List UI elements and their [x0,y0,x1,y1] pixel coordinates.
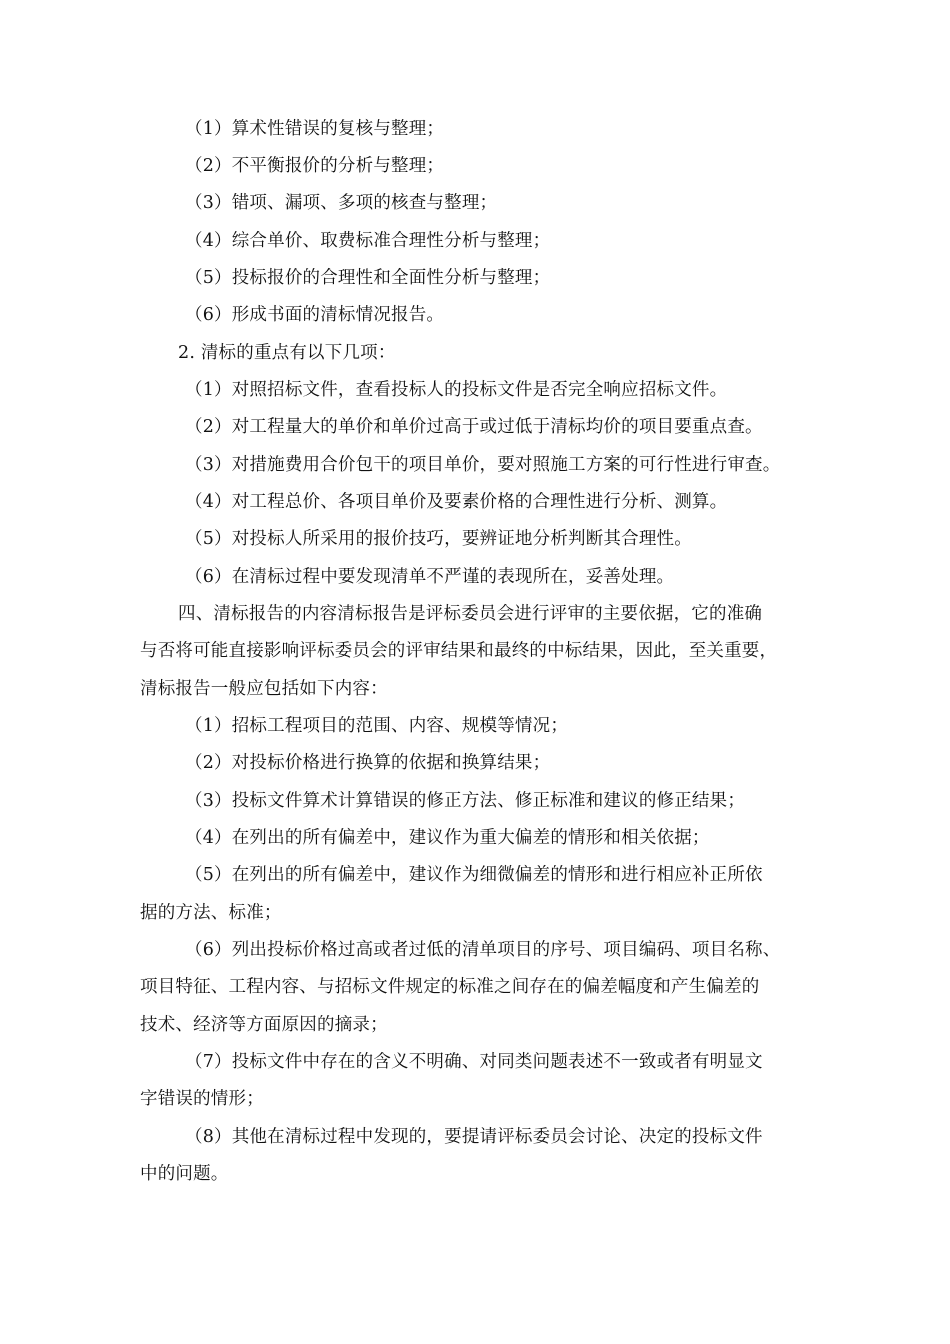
item6-line-1: （6）列出投标价格过高或者过低的清单项目的序号、项目编码、项目名称、 [185,940,781,960]
list2-item-1: （1）对照招标文件，查看投标人的投标文件是否完全响应招标文件。 [185,380,728,400]
list1-item-5: （5）投标报价的合理性和全面性分析与整理； [185,268,551,288]
list1-item-6: （6）形成书面的清标情况报告。 [185,305,445,325]
section4-line-3: 清标报告一般应包括如下内容： [140,679,388,699]
list3-item-1: （1）招标工程项目的范围、内容、规模等情况； [185,716,569,736]
list3-item-4: （4）在列出的所有偏差中，建议作为重大偏差的情形和相关依据； [185,828,710,848]
item5-line-2: 据的方法、标准； [140,903,282,923]
list1-item-1: （1）算术性错误的复核与整理； [185,119,445,139]
list1-item-2: （2）不平衡报价的分析与整理； [185,156,445,176]
list2-item-6: （6）在清标过程中要发现清单不严谨的表现所在，妥善处理。 [185,567,675,587]
item6-line-3: 技术、经济等方面原因的摘录； [140,1015,388,1035]
section4-line-2: 与否将可能直接影响评标委员会的评审结果和最终的中标结果，因此，至关重要， [140,641,778,661]
item7-line-1: （7）投标文件中存在的含义不明确、对同类问题表述不一致或者有明显文 [185,1052,763,1072]
item6-line-2: 项目特征、工程内容、与招标文件规定的标准之间存在的偏差幅度和产生偏差的 [140,977,760,997]
list2-item-3: （3）对措施费用合价包干的项目单价，要对照施工方案的可行性进行审查。 [185,455,781,475]
section4-line-1: 四、清标报告的内容清标报告是评标委员会进行评审的主要依据，它的准确 [178,604,763,624]
heading-2: 2. 清标的重点有以下几项： [178,343,396,363]
list1-item-3: （3）错项、漏项、多项的核查与整理； [185,193,498,213]
item8-line-1: （8）其他在清标过程中发现的，要提请评标委员会讨论、决定的投标文件 [185,1127,763,1147]
list3-item-2: （2）对投标价格进行换算的依据和换算结果； [185,753,551,773]
item5-line-1: （5）在列出的所有偏差中，建议作为细微偏差的情形和进行相应补正所依 [185,865,763,885]
item8-line-2: 中的问题。 [140,1164,229,1184]
list2-item-5: （5）对投标人所采用的报价技巧，要辨证地分析判断其合理性。 [185,529,692,549]
list2-item-4: （4）对工程总价、各项目单价及要素价格的合理性进行分析、测算。 [185,492,728,512]
item7-line-2: 字错误的情形； [140,1089,264,1109]
list1-item-4: （4）综合单价、取费标准合理性分析与整理； [185,231,551,251]
list2-item-2: （2）对工程量大的单价和单价过高于或过低于清标均价的项目要重点查。 [185,417,763,437]
list3-item-3: （3）投标文件算术计算错误的修正方法、修正标准和建议的修正结果； [185,791,746,811]
